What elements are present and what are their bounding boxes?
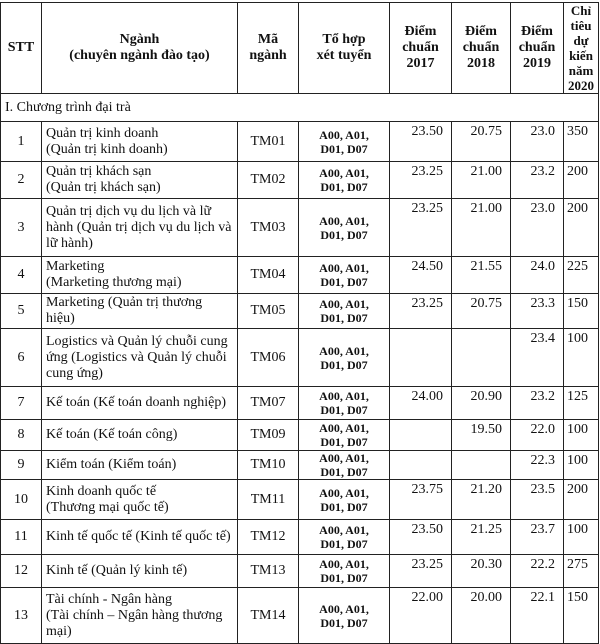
cell-stt: 9 — [1, 451, 42, 480]
cell-code: TM01 — [238, 122, 299, 162]
cell-score-2017: 24.50 — [390, 257, 452, 294]
cell-stt: 4 — [1, 257, 42, 294]
cell-code: TM12 — [238, 520, 299, 555]
cell-score-2019: 23.0 — [511, 199, 564, 257]
cell-code: TM10 — [238, 451, 299, 480]
section-title: I. Chương trình đại trà — [1, 94, 599, 122]
table-row — [1, 387, 599, 420]
cell-quota-2020: 225 — [564, 257, 599, 294]
cell-quota-2020: 100 — [564, 520, 599, 555]
cell-major: Kinh tế (Quản lý kinh tế) — [42, 555, 238, 588]
table-row — [1, 199, 599, 257]
cell-score-2018: 20.90 — [452, 387, 511, 420]
cell-major: Kế toán (Kế toán doanh nghiệp) — [42, 387, 238, 420]
cell-score-2019: 23.2 — [511, 162, 564, 199]
cell-major: Marketing (Marketing thương mại) — [42, 257, 238, 294]
cell-stt: 5 — [1, 294, 42, 329]
cell-code: TM13 — [238, 555, 299, 588]
header-score-2019: Điểm chuẩn 2019 — [511, 3, 564, 94]
table-row — [1, 480, 599, 520]
cell-code: TM04 — [238, 257, 299, 294]
cell-major: Tài chính - Ngân hàng (Tài chính – Ngân hàng thương mại) — [42, 588, 238, 644]
header-combo: Tổ hợp xét tuyển — [299, 3, 390, 94]
cell-score-2017: 23.75 — [390, 480, 452, 520]
cell-combo: A00, A01, D01, D07 — [299, 199, 390, 257]
cell-code: TM02 — [238, 162, 299, 199]
cell-stt: 2 — [1, 162, 42, 199]
cell-stt: 11 — [1, 520, 42, 555]
cell-major: Kinh tế quốc tế (Kinh tế quốc tế) — [42, 520, 238, 555]
cell-score-2017 — [390, 329, 452, 387]
cell-stt: 7 — [1, 387, 42, 420]
cell-quota-2020: 100 — [564, 329, 599, 387]
cell-major: Quản trị khách sạn (Quản trị khách sạn) — [42, 162, 238, 199]
cell-quota-2020: 100 — [564, 420, 599, 451]
cell-score-2018 — [452, 329, 511, 387]
cell-score-2017 — [390, 451, 452, 480]
cell-score-2017: 23.25 — [390, 294, 452, 329]
cell-stt: 1 — [1, 122, 42, 162]
table-row — [1, 451, 599, 480]
cell-score-2018: 21.55 — [452, 257, 511, 294]
cell-score-2017: 22.00 — [390, 588, 452, 644]
cell-combo: A00, A01, D01, D07 — [299, 520, 390, 555]
cell-combo: A00, A01, D01, D07 — [299, 451, 390, 480]
header-stt: STT — [1, 3, 42, 94]
header-row — [1, 3, 599, 94]
cell-quota-2020: 200 — [564, 162, 599, 199]
cell-major: Kiểm toán (Kiểm toán) — [42, 451, 238, 480]
cell-score-2018: 21.25 — [452, 520, 511, 555]
cell-combo: A00, A01, D01, D07 — [299, 420, 390, 451]
cell-major: Marketing (Quản trị thương hiệu) — [42, 294, 238, 329]
cell-combo: A00, A01, D01, D07 — [299, 480, 390, 520]
table-row — [1, 122, 599, 162]
cell-quota-2020: 150 — [564, 588, 599, 644]
cell-score-2018: 20.30 — [452, 555, 511, 588]
cell-combo: A00, A01, D01, D07 — [299, 162, 390, 199]
cell-score-2019: 22.2 — [511, 555, 564, 588]
cell-code: TM03 — [238, 199, 299, 257]
cell-score-2019: 23.5 — [511, 480, 564, 520]
cell-score-2017: 23.25 — [390, 199, 452, 257]
header-code: Mã ngành — [238, 3, 299, 94]
cell-code: TM05 — [238, 294, 299, 329]
cell-score-2017: 23.50 — [390, 520, 452, 555]
cell-score-2017: 23.50 — [390, 122, 452, 162]
cell-stt: 3 — [1, 199, 42, 257]
cell-score-2019: 23.4 — [511, 329, 564, 387]
table-row — [1, 162, 599, 199]
cell-quota-2020: 125 — [564, 387, 599, 420]
header-quota-2020: Chỉ tiêu dự kiến năm 2020 — [564, 3, 599, 94]
cell-quota-2020: 200 — [564, 199, 599, 257]
cell-combo: A00, A01, D01, D07 — [299, 329, 390, 387]
cell-major: Kinh doanh quốc tế (Thương mại quốc tế) — [42, 480, 238, 520]
cell-combo: A00, A01, D01, D07 — [299, 387, 390, 420]
header-score-2017: Điểm chuẩn 2017 — [390, 3, 452, 94]
header-score-2018: Điểm chuẩn 2018 — [452, 3, 511, 94]
cell-score-2019: 23.7 — [511, 520, 564, 555]
table-row — [1, 294, 599, 329]
cell-code: TM07 — [238, 387, 299, 420]
cell-major: Kế toán (Kế toán công) — [42, 420, 238, 451]
admission-table — [0, 2, 599, 644]
cell-stt: 8 — [1, 420, 42, 451]
cell-combo: A00, A01, D01, D07 — [299, 294, 390, 329]
cell-score-2017: 24.00 — [390, 387, 452, 420]
cell-code: TM14 — [238, 588, 299, 644]
cell-score-2018 — [452, 451, 511, 480]
cell-combo: A00, A01, D01, D07 — [299, 257, 390, 294]
cell-score-2018: 20.75 — [452, 294, 511, 329]
cell-stt: 6 — [1, 329, 42, 387]
cell-score-2018: 19.50 — [452, 420, 511, 451]
table-row — [1, 588, 599, 644]
cell-score-2017: 23.25 — [390, 555, 452, 588]
cell-quota-2020: 100 — [564, 451, 599, 480]
cell-code: TM09 — [238, 420, 299, 451]
table-row — [1, 420, 599, 451]
cell-major: Quản trị dịch vụ du lịch và lữ hành (Quản trị dịch vụ du lịch và lữ hành) — [42, 199, 238, 257]
cell-score-2018: 21.00 — [452, 162, 511, 199]
cell-combo: A00, A01, D01, D07 — [299, 588, 390, 644]
table-row — [1, 329, 599, 387]
cell-score-2019: 22.1 — [511, 588, 564, 644]
table-row — [1, 555, 599, 588]
cell-score-2019: 22.0 — [511, 420, 564, 451]
cell-score-2017: 23.25 — [390, 162, 452, 199]
cell-stt: 10 — [1, 480, 42, 520]
cell-score-2017 — [390, 420, 452, 451]
cell-score-2019: 22.3 — [511, 451, 564, 480]
cell-score-2018: 20.75 — [452, 122, 511, 162]
cell-code: TM06 — [238, 329, 299, 387]
cell-major: Logistics và Quản lý chuỗi cung ứng (Logistics và Quản lý chuỗi cung ứng) — [42, 329, 238, 387]
cell-score-2019: 23.2 — [511, 387, 564, 420]
cell-quota-2020: 275 — [564, 555, 599, 588]
cell-score-2018: 21.20 — [452, 480, 511, 520]
cell-code: TM11 — [238, 480, 299, 520]
cell-combo: A00, A01, D01, D07 — [299, 555, 390, 588]
cell-major: Quản trị kinh doanh (Quản trị kinh doanh) — [42, 122, 238, 162]
cell-score-2019: 23.0 — [511, 122, 564, 162]
section-row — [1, 94, 599, 122]
cell-score-2019: 23.3 — [511, 294, 564, 329]
cell-score-2019: 24.0 — [511, 257, 564, 294]
table-row — [1, 257, 599, 294]
cell-quota-2020: 150 — [564, 294, 599, 329]
header-major: Ngành (chuyên ngành đào tạo) — [42, 3, 238, 94]
cell-combo: A00, A01, D01, D07 — [299, 122, 390, 162]
cell-quota-2020: 350 — [564, 122, 599, 162]
cell-quota-2020: 200 — [564, 480, 599, 520]
cell-stt: 12 — [1, 555, 42, 588]
cell-score-2018: 20.00 — [452, 588, 511, 644]
cell-stt: 13 — [1, 588, 42, 644]
cell-score-2018: 21.00 — [452, 199, 511, 257]
table-row — [1, 520, 599, 555]
